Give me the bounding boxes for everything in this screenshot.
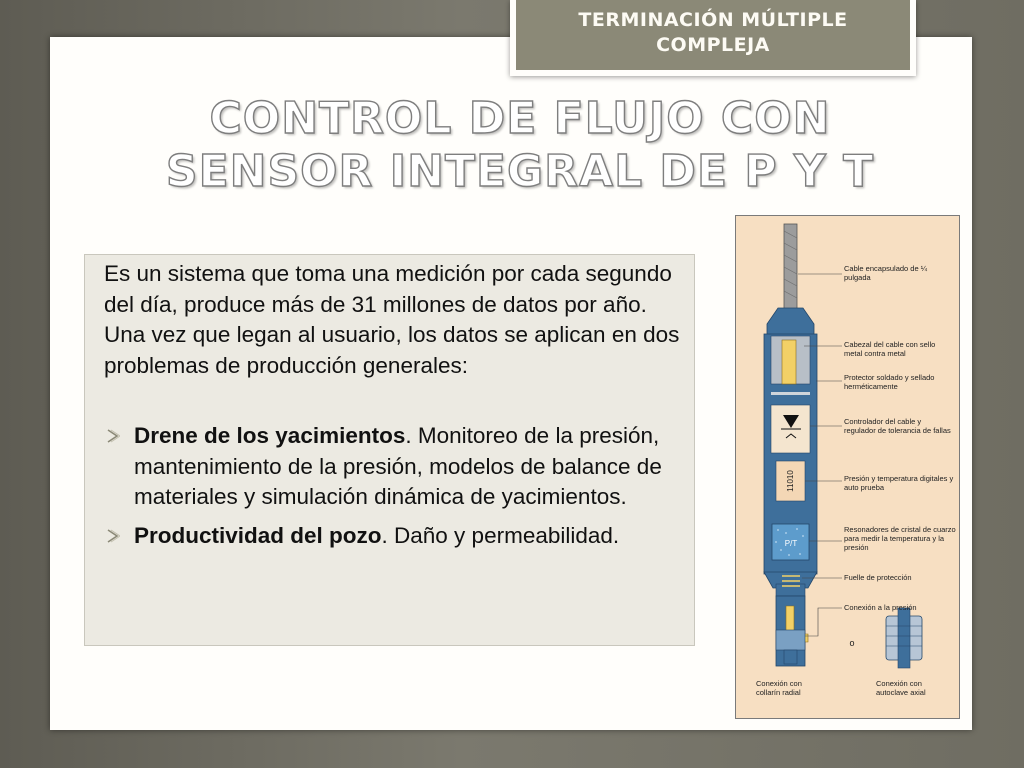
label-axial-autoclave: Conexión con autoclave axial bbox=[876, 679, 926, 697]
bullet-heading: Drene de los yacimientos bbox=[134, 423, 406, 448]
section-tag-label: TERMINACIÓN MÚLTIPLE COMPLEJA bbox=[578, 9, 848, 56]
bullet-heading: Productividad del pozo bbox=[134, 522, 382, 548]
label-pressure-connection: Conexión a la presión bbox=[844, 603, 917, 612]
chevron-bullet-icon bbox=[106, 529, 120, 543]
bullet-text: . Monitoreo de la presión, mantenimiento de la presión, modelos de balance de materiales y simulación dinámica de yacimientos. bbox=[134, 423, 662, 509]
content-box bbox=[84, 254, 695, 646]
label-digital-pt: Presión y temperatura digitales y auto prueba bbox=[844, 474, 954, 492]
label-resonators: Resonadores de cristal de cuarzo para medir la temperatura y la presión bbox=[844, 525, 956, 552]
sensor-diagram bbox=[735, 215, 960, 719]
section-tag bbox=[510, 0, 916, 76]
label-controller: Controlador del cable y regulador de tolerancia de fallas bbox=[844, 417, 951, 435]
chevron-bullet-icon bbox=[106, 429, 120, 443]
intro-paragraph: Es un sistema que toma una medición por cada segundo del día, produce más de 31 millones de datos por año. Una vez que legan al usuario, los datos se aplican en dos problemas de producción generales: bbox=[104, 261, 680, 378]
label-radial-collar: Conexión con collarín radial bbox=[756, 679, 802, 697]
bullet-item-productividad bbox=[104, 521, 689, 552]
bullet-list bbox=[104, 421, 689, 559]
label-protector: Protector soldado y sellado herméticamente bbox=[844, 373, 935, 391]
sensor-tool-drawing bbox=[736, 216, 961, 720]
sensor-code-label: P/T bbox=[784, 539, 798, 548]
section-tag-inner bbox=[516, 0, 910, 70]
bullet-item-drene bbox=[104, 421, 689, 513]
bullet-text: . Daño y permeabilidad. bbox=[381, 522, 620, 548]
chip-code-label: 11010 bbox=[786, 470, 795, 492]
o-mark-label: o bbox=[849, 638, 855, 648]
label-cable: Cable encapsulado de ¼ pulgada bbox=[844, 264, 927, 282]
label-cable-head: Cabezal del cable con sello metal contra metal bbox=[844, 340, 936, 358]
label-bellows: Fuelle de protección bbox=[844, 573, 912, 582]
slide-title: CONTROL DE FLUJO CON SENSOR INTEGRAL DE P Y T bbox=[165, 93, 875, 197]
